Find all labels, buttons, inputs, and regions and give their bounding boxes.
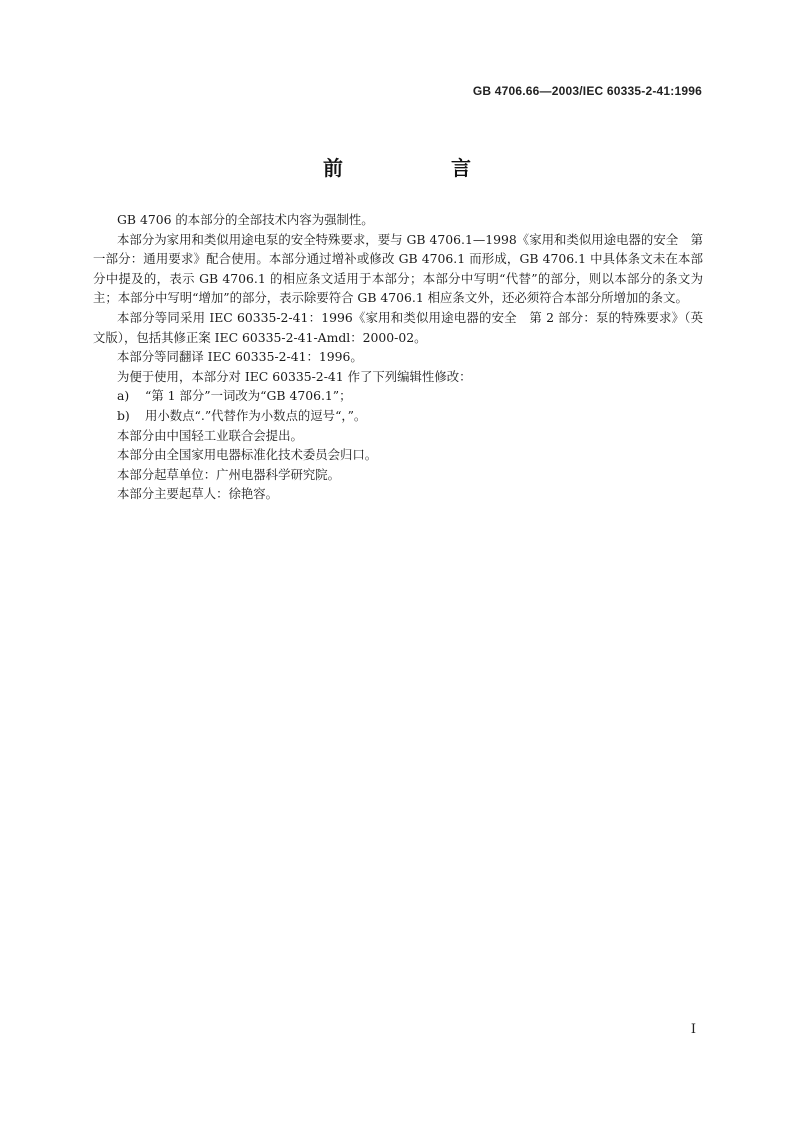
- paragraph-scope: 本部分为家用和类似用途电泵的安全特殊要求，要与 GB 4706.1—1998《家用和类似用途电器的安全 第一部分：通用要求》配合使用。本部分通过增补或修改 GB 4706.1 而形成，GB 4706.1 中具体条文未在本部分中提及的，表示 GB 4706.1 的相应条文适用于本部分；本部分中写明“代替”的部分，则以本部分的条文为主；本部分中写明“增加”的部分，表示除要符合 GB 4706.1 相应条文外，还必须符合本部分所增加的条文。: [93, 231, 703, 306]
- paragraph-adoption: 本部分等同采用 IEC 60335-2-41：1996《家用和类似用途电器的安全 第 2 部分：泵的特殊要求》（英文版），包括其修正案 IEC 60335-2-41-Amdl：2000-02。: [93, 309, 703, 345]
- page-title: 前 言: [323, 156, 515, 180]
- list-item: [93, 386, 703, 406]
- paragraph-proposer: 本部分由中国轻工业联合会提出。: [117, 427, 303, 443]
- list-item-text: “第 1 部分”一词改为“GB 4706.1”；: [145, 388, 352, 404]
- list-item: [93, 406, 703, 426]
- paragraph-drafter: 本部分主要起草人：徐艳容。: [117, 486, 279, 502]
- list-item-label: a): [117, 388, 130, 404]
- foreword-body: [93, 210, 703, 504]
- paragraph-drafting-unit: 本部分起草单位：广州电器科学研究院。: [117, 466, 341, 482]
- standard-number-header: GB 4706.66—2003/IEC 60335-2-41:1996: [472, 84, 702, 98]
- paragraph-mandatory: GB 4706 的本部分的全部技术内容为强制性。: [117, 212, 374, 227]
- paragraph-administrator: 本部分由全国家用电器标准化技术委员会归口。: [117, 447, 378, 463]
- list-item-label: b): [117, 407, 130, 423]
- page-number: I: [690, 1022, 696, 1037]
- list-item-text: 用小数点“.”代替作为小数点的逗号“，”。: [145, 407, 367, 423]
- paragraph-translation: 本部分等同翻译 IEC 60335-2-41：1996。: [117, 349, 363, 365]
- paragraph-edits-intro: 为便于使用，本部分对 IEC 60335-2-41 作了下列编辑性修改：: [117, 368, 472, 384]
